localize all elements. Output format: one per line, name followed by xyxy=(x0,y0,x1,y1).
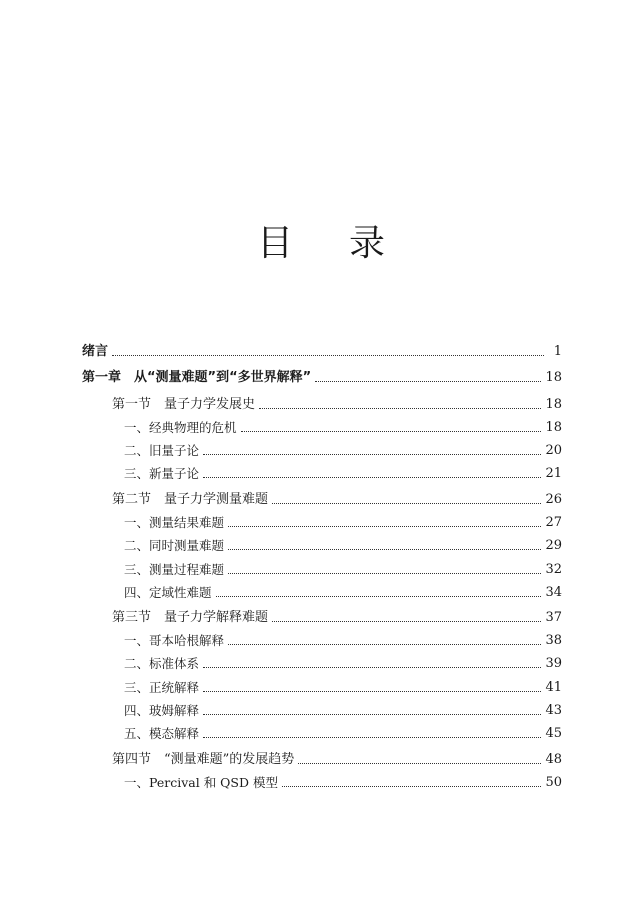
toc-entry[interactable] xyxy=(82,650,562,672)
title-char-2: 录 xyxy=(349,223,386,264)
toc-page-number: 43 xyxy=(545,703,562,718)
dot-leader xyxy=(203,691,541,692)
dot-leader xyxy=(272,621,541,622)
toc-page-number: 32 xyxy=(545,562,562,577)
toc-entry[interactable] xyxy=(82,627,562,649)
toc-entry[interactable] xyxy=(82,769,562,791)
toc-entry-title: 一、哥本哈根解释 xyxy=(124,633,225,648)
toc-entry[interactable] xyxy=(82,720,562,742)
toc-entry-title: 二、同时测量难题 xyxy=(124,538,225,553)
toc-entry-title: 第一节 量子力学发展史 xyxy=(112,397,256,412)
dot-leader xyxy=(272,503,541,504)
dot-leader xyxy=(203,477,541,478)
toc-entry-title: 一、经典物理的危机 xyxy=(124,420,237,435)
toc-page-number: 37 xyxy=(545,610,562,625)
toc-entry-title: 第四节 “测量难题”的发展趋势 xyxy=(112,752,295,767)
toc-entry[interactable] xyxy=(82,414,562,436)
toc-page-number: 26 xyxy=(545,492,562,507)
toc-page-number: 1 xyxy=(553,344,562,359)
toc-page-number: 50 xyxy=(545,775,562,790)
toc-entry[interactable] xyxy=(82,674,562,696)
dot-leader xyxy=(203,667,541,668)
toc-entry-title: 三、新量子论 xyxy=(124,466,200,481)
toc-entry[interactable] xyxy=(82,486,562,508)
toc-page-number: 45 xyxy=(545,726,562,741)
toc-entry[interactable] xyxy=(82,532,562,554)
toc-entry-title: 第三节 量子力学解释难题 xyxy=(112,610,269,625)
toc-entry[interactable] xyxy=(82,460,562,482)
toc-entry[interactable] xyxy=(82,364,562,386)
toc-page-number: 41 xyxy=(545,680,562,695)
dot-leader xyxy=(228,526,541,527)
toc-entry[interactable] xyxy=(82,437,562,459)
toc-entry-title: 三、正统解释 xyxy=(124,680,200,695)
toc-entry-title: 一、测量结果难题 xyxy=(124,515,225,530)
toc-entry[interactable] xyxy=(82,391,562,413)
dot-leader xyxy=(282,786,541,787)
toc-page-number: 29 xyxy=(545,538,562,553)
toc-entry-title: 四、玻姆解释 xyxy=(124,703,200,718)
toc-entry[interactable] xyxy=(82,604,562,626)
dot-leader xyxy=(203,714,541,715)
toc-page-number: 48 xyxy=(545,752,562,767)
toc-page-number: 20 xyxy=(545,443,562,458)
toc-entry[interactable] xyxy=(82,556,562,578)
toc-entry-title: 三、测量过程难题 xyxy=(124,562,225,577)
toc-entry-title: 第一章 从“测量难题”到“多世界解释” xyxy=(82,370,312,385)
toc-entry[interactable] xyxy=(82,509,562,531)
toc-entry-title: 四、定域性难题 xyxy=(124,585,212,600)
toc-page-number: 21 xyxy=(545,466,562,481)
toc-page-number: 39 xyxy=(545,656,562,671)
dot-leader xyxy=(216,596,542,597)
toc-entry[interactable] xyxy=(82,579,562,601)
toc-entry-title: 一、Percival 和 QSD 模型 xyxy=(124,775,278,790)
dot-leader xyxy=(315,381,541,382)
dot-leader xyxy=(241,431,542,432)
toc-page-number: 34 xyxy=(545,585,562,600)
toc-entry-title: 二、标准体系 xyxy=(124,656,200,671)
dot-leader xyxy=(203,454,541,455)
title-char-1: 目 xyxy=(256,223,293,264)
toc-entry[interactable] xyxy=(82,697,562,719)
toc-entry-title: 第二节 量子力学测量难题 xyxy=(112,492,269,507)
dot-leader xyxy=(228,573,541,574)
dot-leader xyxy=(228,644,541,645)
toc-page-number: 27 xyxy=(545,515,562,530)
toc-entry-title: 二、旧量子论 xyxy=(124,443,200,458)
dot-leader xyxy=(112,355,544,356)
toc-entry-title: 五、模态解释 xyxy=(124,726,200,741)
toc-page-number: 38 xyxy=(545,633,562,648)
dot-leader xyxy=(259,408,541,409)
page-title xyxy=(0,222,642,266)
toc-entry[interactable] xyxy=(82,746,562,768)
toc-page-number: 18 xyxy=(545,397,562,412)
toc-page-number: 18 xyxy=(545,370,562,385)
toc-page-number: 18 xyxy=(545,420,562,435)
dot-leader xyxy=(203,737,541,738)
toc-entry[interactable] xyxy=(82,338,562,360)
toc-entry-title: 绪言 xyxy=(82,344,109,359)
dot-leader xyxy=(228,549,541,550)
dot-leader xyxy=(298,763,541,764)
